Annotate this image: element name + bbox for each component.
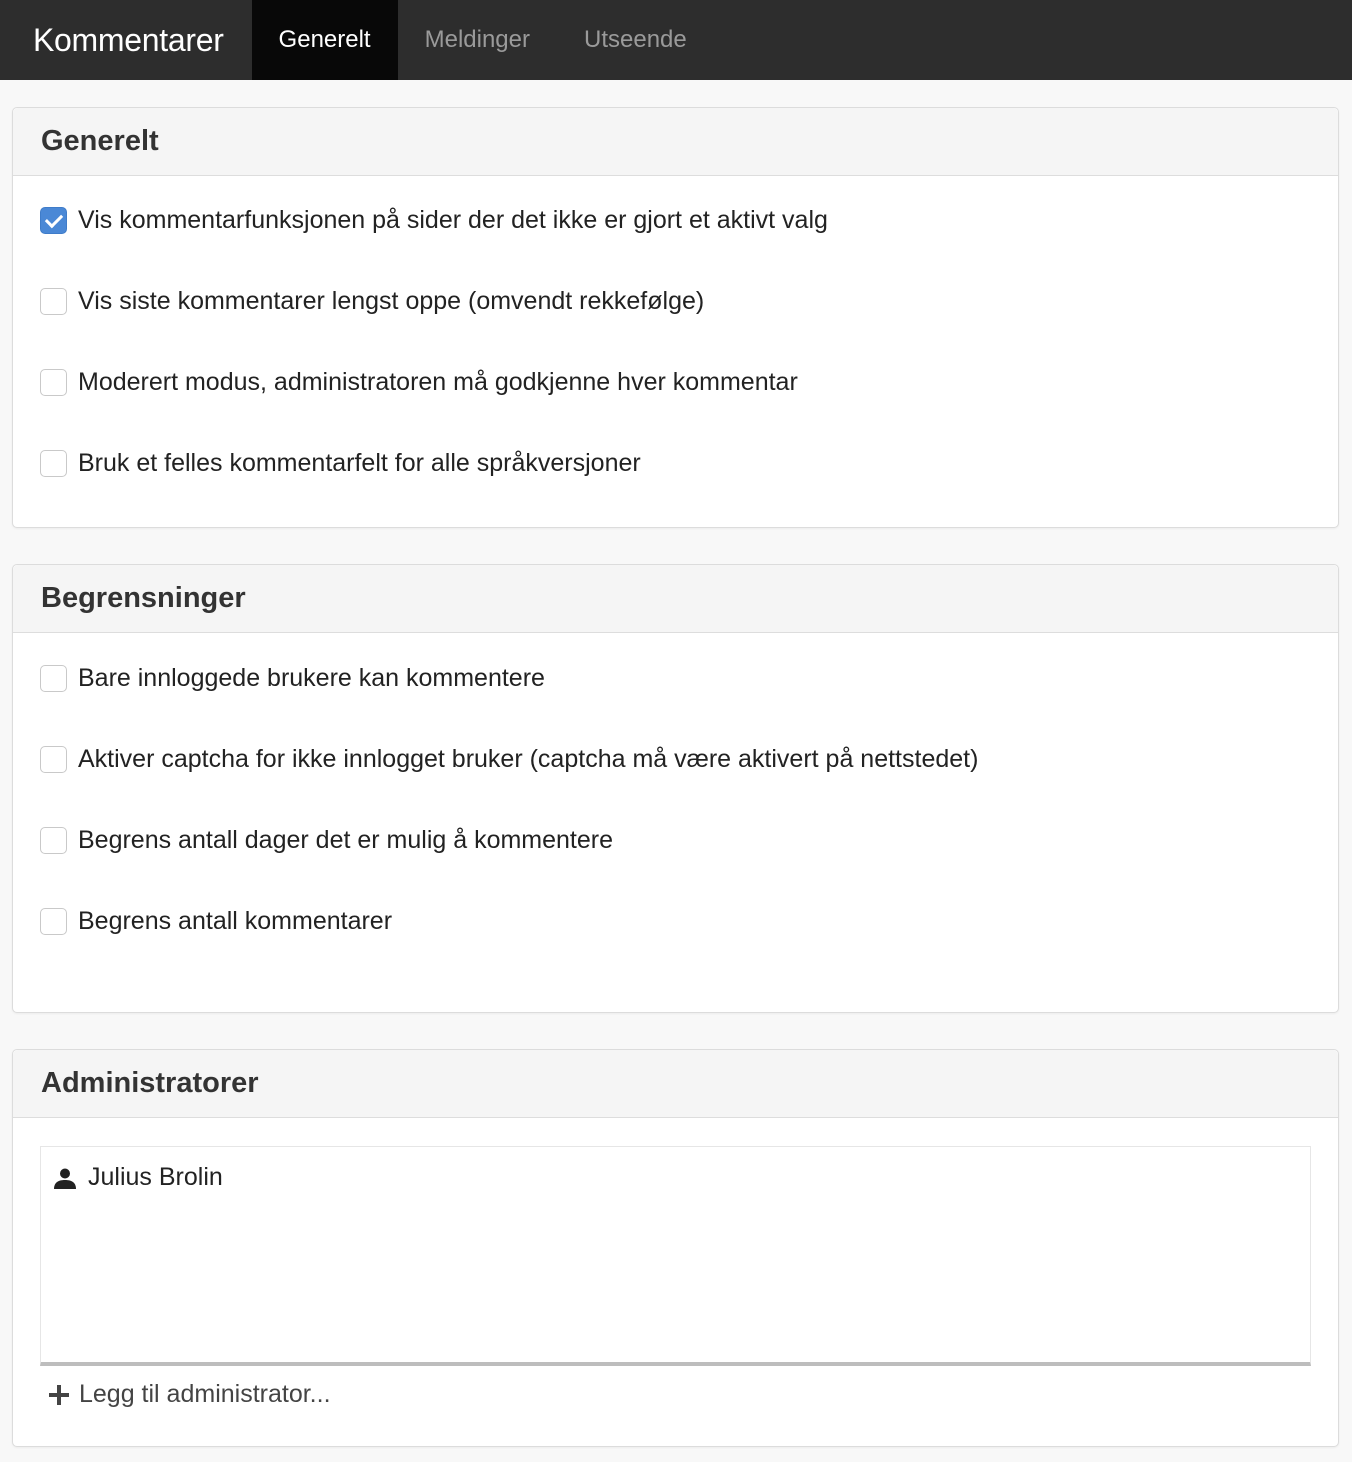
option-label: Bruk et felles kommentarfelt for alle språkversjoner (78, 448, 641, 477)
tab-generelt[interactable]: Generelt (252, 0, 398, 80)
checkbox-moderated-mode[interactable] (40, 369, 67, 396)
general-panel-header (13, 108, 1338, 176)
checkbox-limit-comments[interactable] (40, 908, 67, 935)
option-label: Vis siste kommentarer lengst oppe (omvendt rekkefølge) (78, 286, 705, 315)
checkbox-shared-comment-field[interactable] (40, 450, 67, 477)
user-icon (53, 1166, 77, 1190)
restrictions-panel (12, 564, 1339, 1013)
plus-icon (48, 1384, 70, 1406)
general-panel (12, 107, 1339, 528)
admins-panel (12, 1049, 1339, 1447)
option-enable-captcha[interactable] (40, 744, 978, 774)
restrictions-panel-header (13, 565, 1338, 633)
checkbox-show-comments-default[interactable] (40, 207, 67, 234)
option-limit-comments[interactable] (40, 906, 392, 936)
checkbox-logged-in-only[interactable] (40, 665, 67, 692)
admins-panel-header (13, 1050, 1338, 1118)
admin-list-item[interactable] (53, 1163, 223, 1192)
option-label: Begrens antall dager det er mulig å kommentere (78, 825, 614, 854)
option-limit-days[interactable] (40, 825, 613, 855)
app-title: Kommentarer (33, 21, 224, 58)
admins-panel-title: Administratorer (41, 1067, 259, 1099)
option-moderated-mode[interactable] (40, 367, 798, 397)
top-navigation-bar (0, 0, 1352, 80)
tab-utseende[interactable]: Utseende (584, 26, 687, 53)
checkbox-limit-days[interactable] (40, 827, 67, 854)
checkbox-reverse-order[interactable] (40, 288, 67, 315)
option-reverse-order[interactable] (40, 286, 704, 316)
option-label: Aktiver captcha for ikke innlogget bruker (captcha må være aktivert på nettstedet) (78, 744, 979, 773)
checkbox-enable-captcha[interactable] (40, 746, 67, 773)
option-show-comments-default[interactable] (40, 205, 828, 235)
option-label: Moderert modus, administratoren må godkjenne hver kommentar (78, 367, 798, 396)
admin-list[interactable] (40, 1146, 1311, 1366)
restrictions-panel-title: Begrensninger (41, 582, 246, 614)
add-admin-button[interactable] (48, 1380, 331, 1409)
option-logged-in-only[interactable] (40, 663, 545, 693)
add-admin-label: Legg til administrator... (79, 1380, 331, 1408)
option-label: Vis kommentarfunksjonen på sider der det ikke er gjort et aktivt valg (78, 205, 828, 234)
tab-meldinger[interactable]: Meldinger (424, 26, 530, 53)
option-label: Begrens antall kommentarer (78, 906, 393, 935)
general-panel-title: Generelt (41, 125, 159, 157)
option-label: Bare innloggede brukere kan kommentere (78, 663, 545, 692)
option-shared-comment-field[interactable] (40, 448, 641, 478)
admin-name: Julius Brolin (88, 1163, 223, 1191)
